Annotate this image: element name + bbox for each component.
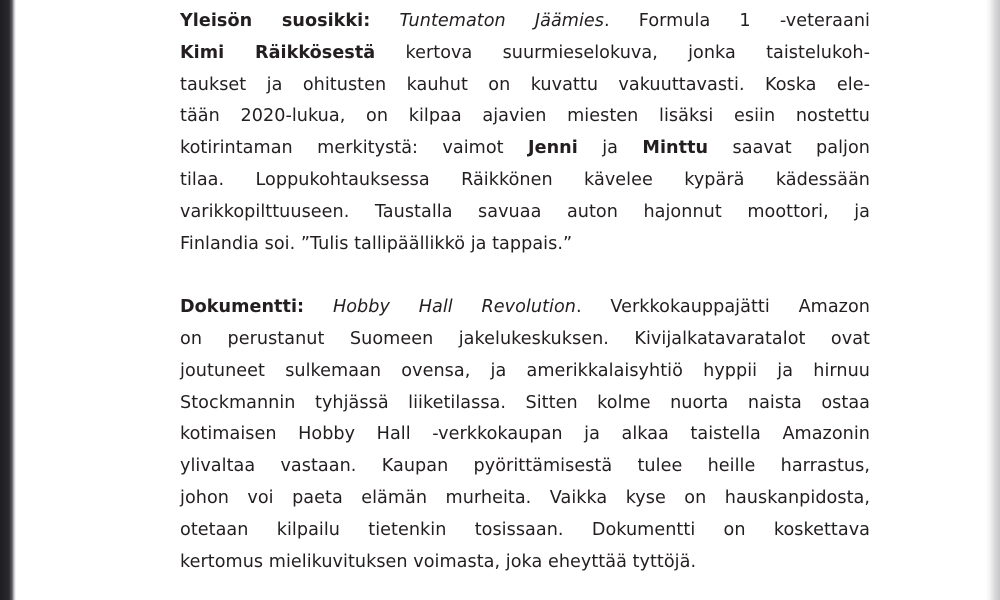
right-scan-edge — [986, 0, 1000, 600]
text-line — [180, 133, 870, 165]
text-fragment: kertova suurmieselokuva, jonka taistelukoh- — [375, 42, 870, 63]
text-fragment: ja — [577, 138, 643, 159]
text-fragment: . Formula 1 -veteraani — [604, 11, 870, 31]
text-line: on perustanut Suomeen jakelukeskuksen. Kivijalkatavaratalot ovat — [180, 328, 870, 349]
text-line: varikkopilttuuseen. Taustalla savuaa auton hajonnut moottori, ja — [180, 201, 870, 222]
paragraph-documentary — [180, 292, 870, 578]
left-scan-edge — [0, 0, 16, 600]
lead-label: Dokumentti: — [180, 297, 305, 318]
text-fragment: saavat paljon — [708, 138, 870, 159]
text-line: kotimaisen Hobby Hall -verkkokaupan ja alkaa taistella Amazonin — [180, 424, 870, 445]
text-line: ylivaltaa vastaan. Kaupan pyörittämisestä tulee heille harrastus, — [180, 456, 870, 477]
text-line: otetaan kilpailu tietenkin tosissaan. Dokumentti on koskettava — [180, 519, 870, 540]
lead-label: Yleisön suosikki: — [180, 11, 371, 31]
person-name: Kimi Räikkösestä — [180, 42, 376, 63]
article-body — [180, 6, 870, 600]
paragraph-popular-favorite — [180, 6, 870, 260]
text-line — [180, 6, 870, 38]
text-line: taukset ja ohitusten kauhut on kuvattu vakuuttavasti. Koska ele- — [180, 74, 870, 95]
text-line: joutuneet sulkemaan ovensa, ja amerikkalaisyhtiö hyppii ja hirnuu — [180, 360, 870, 381]
text-line — [180, 292, 870, 324]
person-name: Minttu — [642, 138, 709, 159]
film-title: Tuntematon Jäämies — [399, 11, 605, 31]
text-line: johon voi paeta elämän murheita. Vaikka kyse on hauskanpidosta, — [180, 487, 870, 508]
text-line: tilaa. Loppukohtauksessa Räikkönen kävelee kypärä kädessään — [180, 169, 870, 190]
film-title: Hobby Hall Revolution — [332, 297, 576, 318]
text-fragment: kotirintaman merkitystä: vaimot — [180, 138, 529, 159]
text-line: Stockmannin tyhjässä liiketilassa. Sitten kolme nuorta naista ostaa — [180, 392, 870, 413]
person-name: Jenni — [528, 138, 578, 159]
text-line — [180, 38, 870, 70]
text-fragment: . Verkkokauppajätti Amazon — [575, 297, 870, 318]
text-line: kertomus mielikuvituksen voimasta, joka eheyttää tyttöjä. — [180, 551, 697, 572]
text-line: tään 2020-lukua, on kilpaa ajavien miesten lisäksi esiin nostettu — [180, 106, 870, 127]
text-line: Finlandia soi. ”Tulis tallipäällikkö ja tappais.” — [180, 233, 573, 254]
